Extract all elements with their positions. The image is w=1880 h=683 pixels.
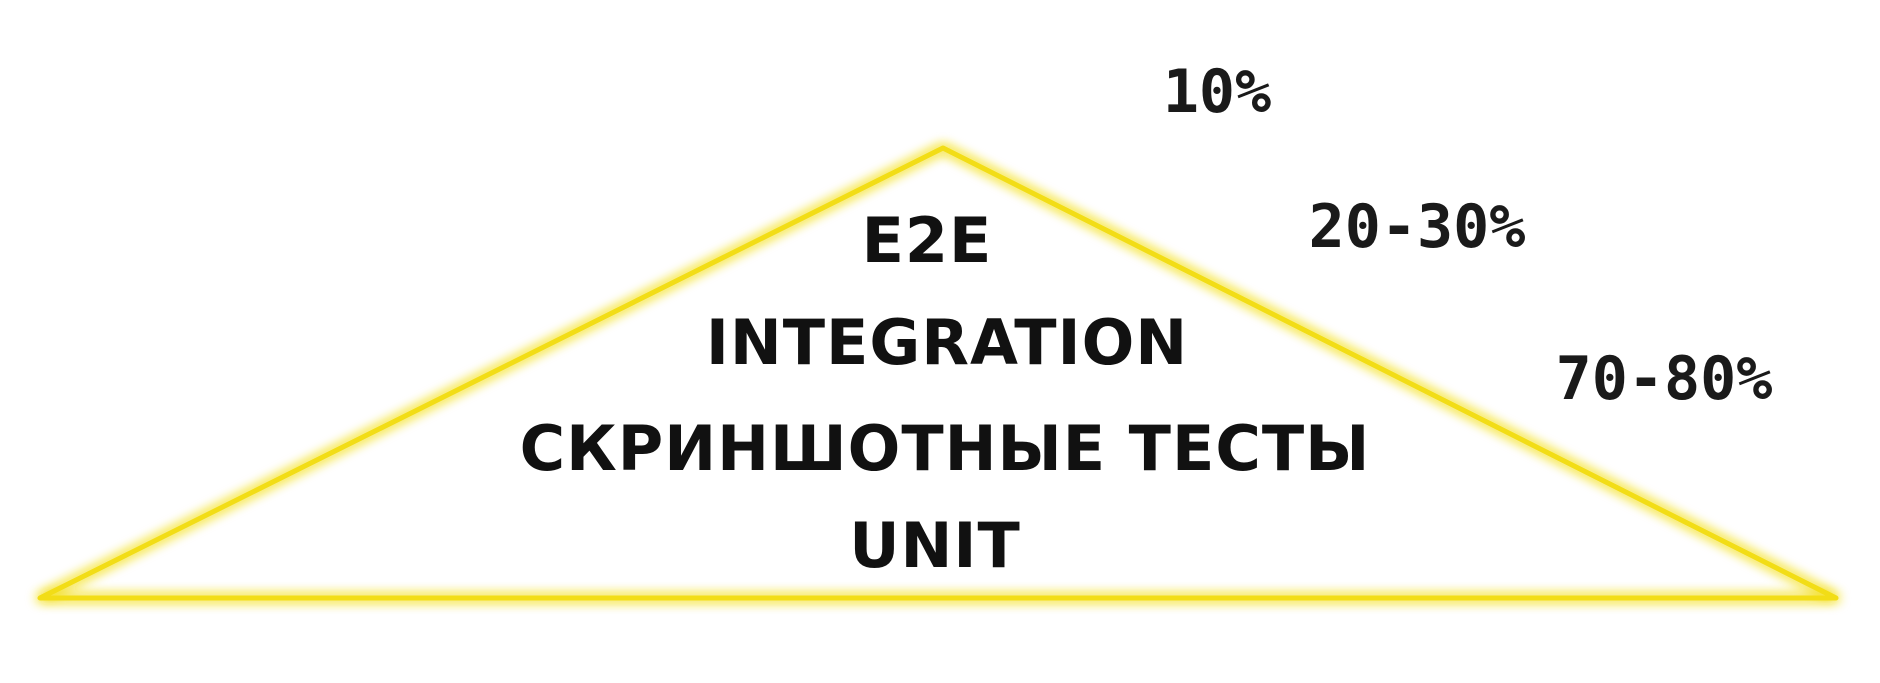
percent-label-integration: 20-30% [1308,192,1526,262]
layer-labels [520,204,1371,582]
percent-label-e2e: 10% [1162,57,1272,127]
layer-label-integration: INTEGRATION [705,306,1189,379]
layer-label-e2e: E2E [861,204,993,277]
layer-label-screenshot-tests: СКРИНШОТНЫЕ ТЕСТЫ [519,412,1371,485]
percentage-labels [1163,57,1773,414]
layer-label-unit: UNIT [849,509,1021,582]
percent-label-unit: 70-80% [1555,344,1773,414]
